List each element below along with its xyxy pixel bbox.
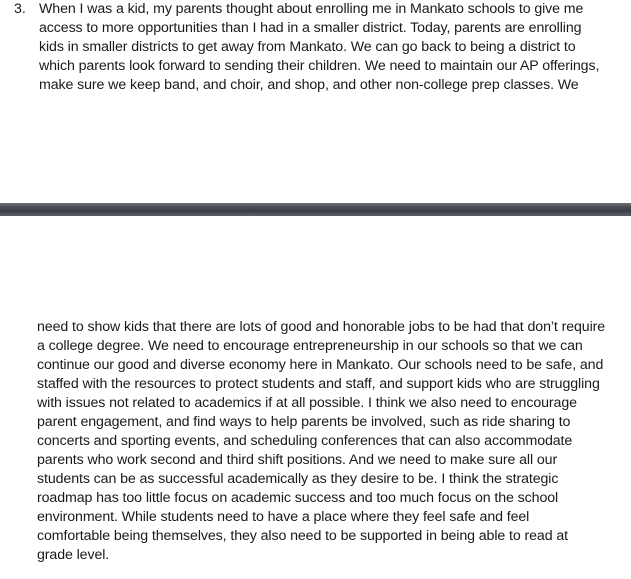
paragraph-line: concerts and sporting events, and scheduling conferences that can also accommodate	[37, 433, 573, 449]
paragraph-line: comfortable being themselves, they also need to be supported in being able to read at	[37, 528, 568, 544]
document-page-bottom	[0, 216, 631, 579]
paragraph-line: continue our good and diverse economy here in Mankato. Our schools need to be safe, and	[37, 357, 604, 373]
paragraph-line: a college degree. We need to encourage entrepreneurship in our schools so that we can	[37, 338, 583, 354]
paragraph-line: need to show kids that there are lots of good and honorable jobs to be had that don’t require	[37, 319, 606, 335]
list-item-number: 3.	[14, 1, 26, 17]
paragraph-line: access to more opportunities than I had in a smaller district. Today, parents are enrolling	[39, 20, 582, 36]
document-page-top	[0, 0, 631, 203]
paragraph-line: environment. While students need to have a place where they feel safe and feel	[37, 509, 530, 525]
paragraph-line: which parents look forward to sending their children. We need to maintain our AP offerings,	[39, 58, 600, 74]
paragraph-line: staffed with the resources to protect students and staff, and support kids who are struggling	[37, 376, 600, 392]
paragraph-line: students can be as successful academically as they desire to be. I think the strategic	[37, 471, 559, 487]
paragraph-line: kids in smaller districts to get away from Mankato. We can go back to being a district to	[39, 39, 576, 55]
paragraph-line: make sure we keep band, and choir, and shop, and other non-college prep classes. We	[39, 77, 579, 93]
paragraph-line: grade level.	[37, 547, 110, 563]
page-break-divider	[0, 203, 631, 216]
paragraph-line: parent engagement, and find ways to help parents be involved, such as ride sharing to	[37, 414, 571, 430]
paragraph-line: parents who work second and third shift positions. And we need to make sure all our	[37, 452, 558, 468]
paragraph-line: with issues not related to academics if at all possible. I think we also need to encourage	[37, 395, 577, 411]
paragraph-line: When I was a kid, my parents thought about enrolling me in Mankato schools to give me	[39, 1, 584, 17]
paragraph-line: roadmap has too little focus on academic success and too much focus on the school	[37, 490, 559, 506]
